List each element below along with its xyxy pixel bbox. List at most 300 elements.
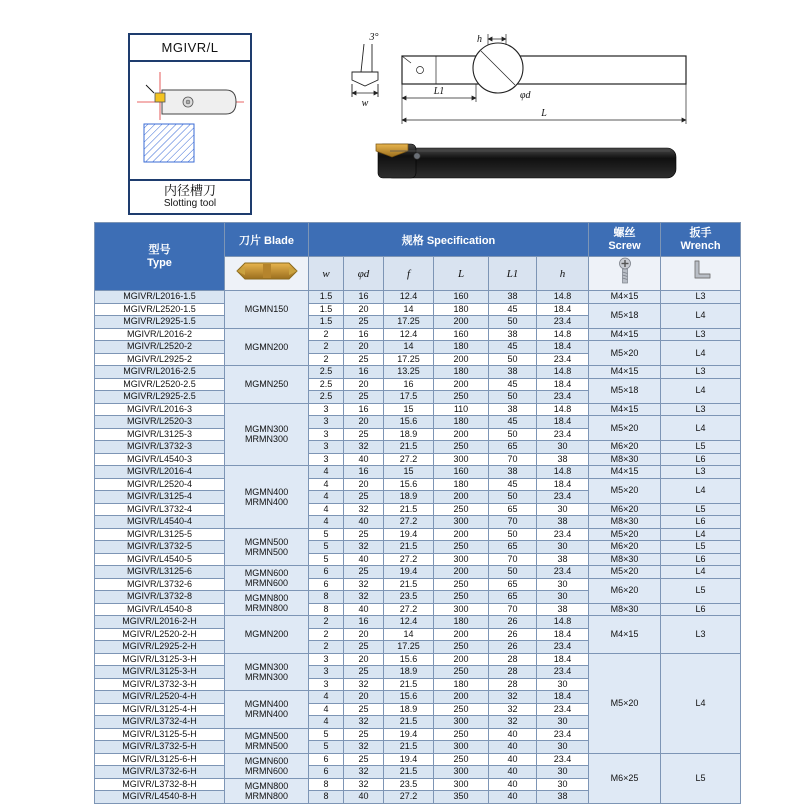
- spec-value-cell: 18.4: [537, 341, 589, 354]
- spec-value-cell: 21.5: [384, 766, 434, 779]
- type-cell: MGIVR/L3125-3-H: [95, 653, 225, 666]
- blade-insert-image: [225, 257, 309, 291]
- wrench-size-cell: L4: [661, 653, 741, 753]
- spec-value-cell: 1.5: [309, 303, 344, 316]
- spec-value-cell: 40: [489, 791, 537, 804]
- type-cell: MGIVR/L2016-2.5: [95, 366, 225, 379]
- wrench-size-cell: L4: [661, 478, 741, 503]
- spec-value-cell: 13.25: [384, 366, 434, 379]
- spec-table: [94, 222, 741, 804]
- screw-size-cell: M4×15: [589, 291, 661, 304]
- screw-icon-cell: [589, 257, 661, 291]
- col-header-L: L: [434, 257, 489, 291]
- spec-value-cell: 5: [309, 528, 344, 541]
- blade-model: MRMN600: [244, 578, 288, 588]
- spec-value-cell: 25: [344, 316, 384, 329]
- type-cell: MGIVR/L2016-2: [95, 328, 225, 341]
- spec-value-cell: 180: [434, 678, 489, 691]
- blade-cell: [225, 328, 309, 366]
- spec-value-cell: 3: [309, 653, 344, 666]
- wrench-size-cell: L5: [661, 578, 741, 603]
- spec-value-cell: 70: [489, 453, 537, 466]
- spec-value-cell: 5: [309, 553, 344, 566]
- screw-size-cell: M6×20: [589, 578, 661, 603]
- spec-value-cell: 250: [434, 591, 489, 604]
- spec-value-cell: 18.9: [384, 666, 434, 679]
- wrench-size-cell: L4: [661, 566, 741, 579]
- spec-value-cell: 25: [344, 703, 384, 716]
- spec-value-cell: 300: [434, 603, 489, 616]
- blade-cell: [225, 566, 309, 591]
- spec-value-cell: 30: [537, 578, 589, 591]
- wrench-size-cell: L6: [661, 453, 741, 466]
- type-cell: MGIVR/L3125-4: [95, 491, 225, 504]
- wrench-size-cell: L3: [661, 403, 741, 416]
- spec-value-cell: 4: [309, 691, 344, 704]
- table-row: [95, 478, 741, 491]
- screw-size-cell: M6×20: [589, 441, 661, 454]
- spec-value-cell: 27.2: [384, 553, 434, 566]
- table-row: [95, 378, 741, 391]
- blade-cell: [225, 691, 309, 729]
- blade-cell: [225, 778, 309, 803]
- spec-value-cell: 17.25: [384, 353, 434, 366]
- spec-value-cell: 65: [489, 441, 537, 454]
- table-row: [95, 603, 741, 616]
- type-cell: MGIVR/L3732-8-H: [95, 778, 225, 791]
- screw-size-cell: M5×20: [589, 416, 661, 441]
- screw-size-cell: M5×20: [589, 478, 661, 503]
- type-cell: MGIVR/L2520-4: [95, 478, 225, 491]
- spec-value-cell: 200: [434, 653, 489, 666]
- spec-value-cell: 14.8: [537, 291, 589, 304]
- spec-value-cell: 15.6: [384, 691, 434, 704]
- spec-value-cell: 3: [309, 441, 344, 454]
- blade-model: MGMN400: [244, 699, 289, 710]
- table-row: [95, 616, 741, 629]
- spec-value-cell: 50: [489, 491, 537, 504]
- spec-value-cell: 4: [309, 503, 344, 516]
- spec-value-cell: 26: [489, 641, 537, 654]
- screw-size-cell: M8×30: [589, 516, 661, 529]
- type-cell: MGIVR/L3732-6: [95, 578, 225, 591]
- col-header-L1: L1: [489, 257, 537, 291]
- spec-value-cell: 18.4: [537, 478, 589, 491]
- wrench-size-cell: L4: [661, 341, 741, 366]
- screw-icon: [617, 257, 633, 285]
- tool-photo: [376, 144, 676, 178]
- spec-value-cell: 20: [344, 341, 384, 354]
- spec-value-cell: 21.5: [384, 716, 434, 729]
- spec-value-cell: 2: [309, 328, 344, 341]
- screw-size-cell: M5×20: [589, 566, 661, 579]
- table-row: [95, 453, 741, 466]
- type-cell: MGIVR/L4540-3: [95, 453, 225, 466]
- spec-value-cell: 250: [434, 666, 489, 679]
- spec-value-cell: 200: [434, 566, 489, 579]
- blade-model: MGMN600: [244, 755, 289, 766]
- spec-value-cell: 20: [344, 303, 384, 316]
- spec-value-cell: 25: [344, 566, 384, 579]
- blade-cell: [225, 591, 309, 616]
- spec-value-cell: 200: [434, 628, 489, 641]
- spec-value-cell: 200: [434, 491, 489, 504]
- type-cell: MGIVR/L2016-4: [95, 466, 225, 479]
- spec-value-cell: 21.5: [384, 441, 434, 454]
- spec-value-cell: 4: [309, 466, 344, 479]
- spec-value-cell: 250: [434, 391, 489, 404]
- blade-cell: [225, 753, 309, 778]
- spec-value-cell: 45: [489, 341, 537, 354]
- spec-value-cell: 4: [309, 516, 344, 529]
- spec-value-cell: 27.2: [384, 791, 434, 804]
- spec-value-cell: 19.4: [384, 728, 434, 741]
- wrench-size-cell: L3: [661, 366, 741, 379]
- spec-value-cell: 180: [434, 366, 489, 379]
- spec-value-cell: 5: [309, 741, 344, 754]
- blade-model: MGMN500: [244, 730, 289, 741]
- blade-cell: [225, 466, 309, 529]
- spec-value-cell: 30: [537, 441, 589, 454]
- spec-value-cell: 25: [344, 353, 384, 366]
- table-row: [95, 441, 741, 454]
- col-header-w: w: [309, 257, 344, 291]
- type-cell: MGIVR/L3732-3-H: [95, 678, 225, 691]
- blade-cell: [225, 653, 309, 691]
- spec-value-cell: 18.9: [384, 703, 434, 716]
- spec-value-cell: 3: [309, 428, 344, 441]
- insert-icon: [231, 258, 303, 284]
- spec-value-cell: 6: [309, 753, 344, 766]
- type-cell: MGIVR/L2016-3: [95, 403, 225, 416]
- spec-value-cell: 32: [344, 591, 384, 604]
- spec-value-cell: 2: [309, 353, 344, 366]
- spec-value-cell: 2: [309, 616, 344, 629]
- table-row: [95, 653, 741, 666]
- spec-value-cell: 20: [344, 478, 384, 491]
- type-cell: MGIVR/L3732-5-H: [95, 741, 225, 754]
- spec-value-cell: 38: [489, 466, 537, 479]
- spec-value-cell: 300: [434, 778, 489, 791]
- spec-value-cell: 12.4: [384, 328, 434, 341]
- spec-value-cell: 14.8: [537, 466, 589, 479]
- spec-value-cell: 8: [309, 778, 344, 791]
- type-cell: MGIVR/L2016-2-H: [95, 616, 225, 629]
- col-header-f: f: [384, 257, 434, 291]
- application-diagram: [130, 62, 250, 179]
- spec-value-cell: 50: [489, 316, 537, 329]
- blade-model: MRMN500: [244, 546, 288, 557]
- wrench-size-cell: L6: [661, 553, 741, 566]
- spec-value-cell: 3: [309, 666, 344, 679]
- screw-header: 螺丝 Screw: [589, 223, 661, 257]
- spec-value-cell: 65: [489, 591, 537, 604]
- spec-value-cell: 8: [309, 591, 344, 604]
- spec-value-cell: 23.4: [537, 641, 589, 654]
- slotting-tool-diagram: [130, 62, 250, 179]
- blade-model: MRMN400: [244, 709, 288, 720]
- type-cell: MGIVR/L4540-4: [95, 516, 225, 529]
- type-cell: MGIVR/L3125-5-H: [95, 728, 225, 741]
- spec-header: 规格 Specification: [309, 223, 589, 257]
- spec-value-cell: 14.8: [537, 403, 589, 416]
- spec-value-cell: 250: [434, 753, 489, 766]
- spec-value-cell: 250: [434, 578, 489, 591]
- angle-label: 3°: [369, 32, 379, 43]
- spec-value-cell: 25: [344, 728, 384, 741]
- spec-value-cell: 32: [344, 778, 384, 791]
- pointer-arrow: [146, 85, 154, 93]
- spec-value-cell: 300: [434, 453, 489, 466]
- spec-value-cell: 180: [434, 341, 489, 354]
- spec-value-cell: 160: [434, 328, 489, 341]
- w-label: w: [361, 98, 369, 109]
- spec-value-cell: 18.4: [537, 378, 589, 391]
- spec-value-cell: 200: [434, 378, 489, 391]
- blade-model: MRMN500: [244, 740, 288, 751]
- spec-value-cell: 25: [344, 491, 384, 504]
- blade-model: MGMN300: [244, 424, 289, 435]
- blade-cell: [225, 403, 309, 466]
- spec-value-cell: 2: [309, 641, 344, 654]
- spec-value-cell: 4: [309, 716, 344, 729]
- spec-value-cell: 23.4: [537, 666, 589, 679]
- spec-value-cell: 50: [489, 391, 537, 404]
- spec-value-cell: 26: [489, 616, 537, 629]
- spec-value-cell: 30: [537, 766, 589, 779]
- blade-cell: [225, 616, 309, 654]
- wrench-size-cell: L3: [661, 291, 741, 304]
- spec-value-cell: 2.5: [309, 391, 344, 404]
- screw-size-cell: M4×15: [589, 466, 661, 479]
- spec-value-cell: 23.4: [537, 316, 589, 329]
- spec-value-cell: 30: [537, 778, 589, 791]
- spec-value-cell: 3: [309, 416, 344, 429]
- h-label: h: [477, 34, 482, 45]
- spec-value-cell: 21.5: [384, 678, 434, 691]
- wrench-size-cell: L5: [661, 541, 741, 554]
- spec-value-cell: 45: [489, 378, 537, 391]
- spec-value-cell: 14: [384, 628, 434, 641]
- spec-value-cell: 25: [344, 641, 384, 654]
- spec-value-cell: 6: [309, 566, 344, 579]
- spec-value-cell: 28: [489, 666, 537, 679]
- type-cell: MGIVR/L2520-2.5: [95, 378, 225, 391]
- spec-value-cell: 23.4: [537, 728, 589, 741]
- table-row: [95, 403, 741, 416]
- screw-size-cell: M8×30: [589, 553, 661, 566]
- spec-value-cell: 26: [489, 628, 537, 641]
- blade-cell: [225, 366, 309, 404]
- spec-value-cell: 23.5: [384, 778, 434, 791]
- table-row: [95, 291, 741, 304]
- spec-value-cell: 16: [344, 366, 384, 379]
- spec-value-cell: 23.4: [537, 703, 589, 716]
- spec-value-cell: 16: [344, 466, 384, 479]
- spec-value-cell: 12.4: [384, 291, 434, 304]
- type-cell: MGIVR/L3125-5: [95, 528, 225, 541]
- type-cell: MGIVR/L2520-2: [95, 341, 225, 354]
- spec-value-cell: 23.4: [537, 391, 589, 404]
- spec-value-cell: 27.2: [384, 603, 434, 616]
- spec-value-cell: 12.4: [384, 616, 434, 629]
- blade-cell: [225, 528, 309, 566]
- wrench-size-cell: L6: [661, 603, 741, 616]
- wrench-size-cell: L4: [661, 416, 741, 441]
- spec-value-cell: 32: [344, 441, 384, 454]
- spec-value-cell: 65: [489, 503, 537, 516]
- spec-value-cell: 300: [434, 716, 489, 729]
- spec-value-cell: 16: [344, 291, 384, 304]
- blade-model: MRMN600: [244, 765, 288, 776]
- spec-value-cell: 16: [344, 616, 384, 629]
- spec-value-cell: 28: [489, 678, 537, 691]
- spec-value-cell: 300: [434, 741, 489, 754]
- spec-value-cell: 32: [489, 716, 537, 729]
- type-cell: MGIVR/L4540-8-H: [95, 791, 225, 804]
- spec-value-cell: 300: [434, 516, 489, 529]
- spec-value-cell: 14.8: [537, 616, 589, 629]
- spec-value-cell: 4: [309, 478, 344, 491]
- wrench-size-cell: L3: [661, 616, 741, 654]
- spec-value-cell: 3: [309, 453, 344, 466]
- blade-model: MGMN800: [244, 780, 289, 791]
- spec-value-cell: 30: [537, 716, 589, 729]
- spec-value-cell: 45: [489, 303, 537, 316]
- blade-model: MRMN800: [244, 603, 288, 613]
- spec-value-cell: 25: [344, 753, 384, 766]
- spec-value-cell: 21.5: [384, 741, 434, 754]
- spec-value-cell: 70: [489, 553, 537, 566]
- type-cell: MGIVR/L2016-1.5: [95, 291, 225, 304]
- spec-value-cell: 32: [489, 703, 537, 716]
- spec-value-cell: 70: [489, 516, 537, 529]
- product-series-title: MGIVR/L: [130, 35, 250, 62]
- spec-value-cell: 2: [309, 341, 344, 354]
- spec-value-cell: 32: [489, 691, 537, 704]
- type-cell: MGIVR/L2925-2.5: [95, 391, 225, 404]
- tool-name-en: Slotting tool: [163, 198, 217, 209]
- spec-value-cell: 30: [537, 503, 589, 516]
- spec-value-cell: 65: [489, 541, 537, 554]
- spec-value-cell: 32: [344, 716, 384, 729]
- spec-value-cell: 45: [489, 478, 537, 491]
- blade-model: MGMN500: [244, 536, 289, 547]
- spec-value-cell: 19.4: [384, 528, 434, 541]
- blade-model: MGMN300: [244, 661, 289, 672]
- spec-value-cell: 1.5: [309, 291, 344, 304]
- spec-value-cell: 250: [434, 503, 489, 516]
- blade-model: MRMN300: [244, 671, 288, 682]
- spec-value-cell: 23.4: [537, 753, 589, 766]
- spec-value-cell: 15: [384, 403, 434, 416]
- spec-value-cell: 18.4: [537, 416, 589, 429]
- blade-cell: [225, 291, 309, 329]
- spec-value-cell: 25: [344, 428, 384, 441]
- wrench-header: 扳手 Wrench: [661, 223, 741, 257]
- spec-value-cell: 40: [489, 728, 537, 741]
- wrench-size-cell: L3: [661, 466, 741, 479]
- spec-value-cell: 19.4: [384, 753, 434, 766]
- spec-value-cell: 40: [344, 603, 384, 616]
- col-header-d: φd: [344, 257, 384, 291]
- spec-value-cell: 45: [489, 416, 537, 429]
- screw-size-cell: M4×15: [589, 616, 661, 654]
- spec-value-cell: 38: [537, 791, 589, 804]
- spec-value-cell: 38: [489, 366, 537, 379]
- blade-model: MRMN800: [244, 790, 288, 801]
- spec-value-cell: 300: [434, 553, 489, 566]
- spec-value-cell: 28: [489, 653, 537, 666]
- spec-value-cell: 25: [344, 666, 384, 679]
- spec-value-cell: 40: [489, 778, 537, 791]
- spec-value-cell: 18.4: [537, 628, 589, 641]
- tool-caption: [130, 179, 250, 213]
- spec-value-cell: 30: [537, 678, 589, 691]
- type-cell: MGIVR/L2925-2-H: [95, 641, 225, 654]
- spec-value-cell: 19.4: [384, 566, 434, 579]
- spec-value-cell: 50: [489, 428, 537, 441]
- type-cell: MGIVR/L3125-3-H: [95, 666, 225, 679]
- type-cell: MGIVR/L2520-4-H: [95, 691, 225, 704]
- spec-value-cell: 40: [344, 453, 384, 466]
- spec-value-cell: 30: [537, 741, 589, 754]
- spec-value-cell: 18.4: [537, 653, 589, 666]
- spec-value-cell: 3: [309, 403, 344, 416]
- spec-value-cell: 65: [489, 578, 537, 591]
- bar-side-view: [402, 56, 686, 84]
- spec-value-cell: 200: [434, 428, 489, 441]
- spec-value-cell: 200: [434, 691, 489, 704]
- spec-value-cell: 14: [384, 341, 434, 354]
- dimension-drawing: [336, 28, 776, 196]
- spec-value-cell: 14.8: [537, 366, 589, 379]
- wrench-icon-cell: [661, 257, 741, 291]
- spec-table-body: [95, 291, 741, 804]
- spec-value-cell: 32: [344, 678, 384, 691]
- spec-value-cell: 5: [309, 541, 344, 554]
- wrench-size-cell: L6: [661, 516, 741, 529]
- clamp-screw-photo: [414, 153, 420, 159]
- screw-size-cell: M8×30: [589, 453, 661, 466]
- spec-value-cell: 17.25: [384, 316, 434, 329]
- spec-value-cell: 17.25: [384, 641, 434, 654]
- spec-value-cell: 16: [344, 403, 384, 416]
- spec-value-cell: 300: [434, 766, 489, 779]
- spec-value-cell: 32: [344, 741, 384, 754]
- spec-value-cell: 40: [489, 766, 537, 779]
- table-row: [95, 328, 741, 341]
- spec-value-cell: 180: [434, 416, 489, 429]
- workpiece-hatched: [144, 124, 194, 162]
- screw-size-cell: M5×18: [589, 303, 661, 328]
- spec-value-cell: 18.9: [384, 491, 434, 504]
- type-cell: MGIVR/L3125-6: [95, 566, 225, 579]
- spec-value-cell: 4: [309, 703, 344, 716]
- spec-value-cell: 350: [434, 791, 489, 804]
- wrench-size-cell: L4: [661, 528, 741, 541]
- spec-value-cell: 20: [344, 628, 384, 641]
- spec-value-cell: 18.4: [537, 691, 589, 704]
- spec-value-cell: 25: [344, 391, 384, 404]
- spec-value-cell: 38: [489, 291, 537, 304]
- spec-value-cell: 200: [434, 528, 489, 541]
- spec-value-cell: 40: [344, 791, 384, 804]
- blade-cell: [225, 728, 309, 753]
- spec-value-cell: 23.4: [537, 353, 589, 366]
- spec-value-cell: 50: [489, 353, 537, 366]
- spec-value-cell: 18.9: [384, 428, 434, 441]
